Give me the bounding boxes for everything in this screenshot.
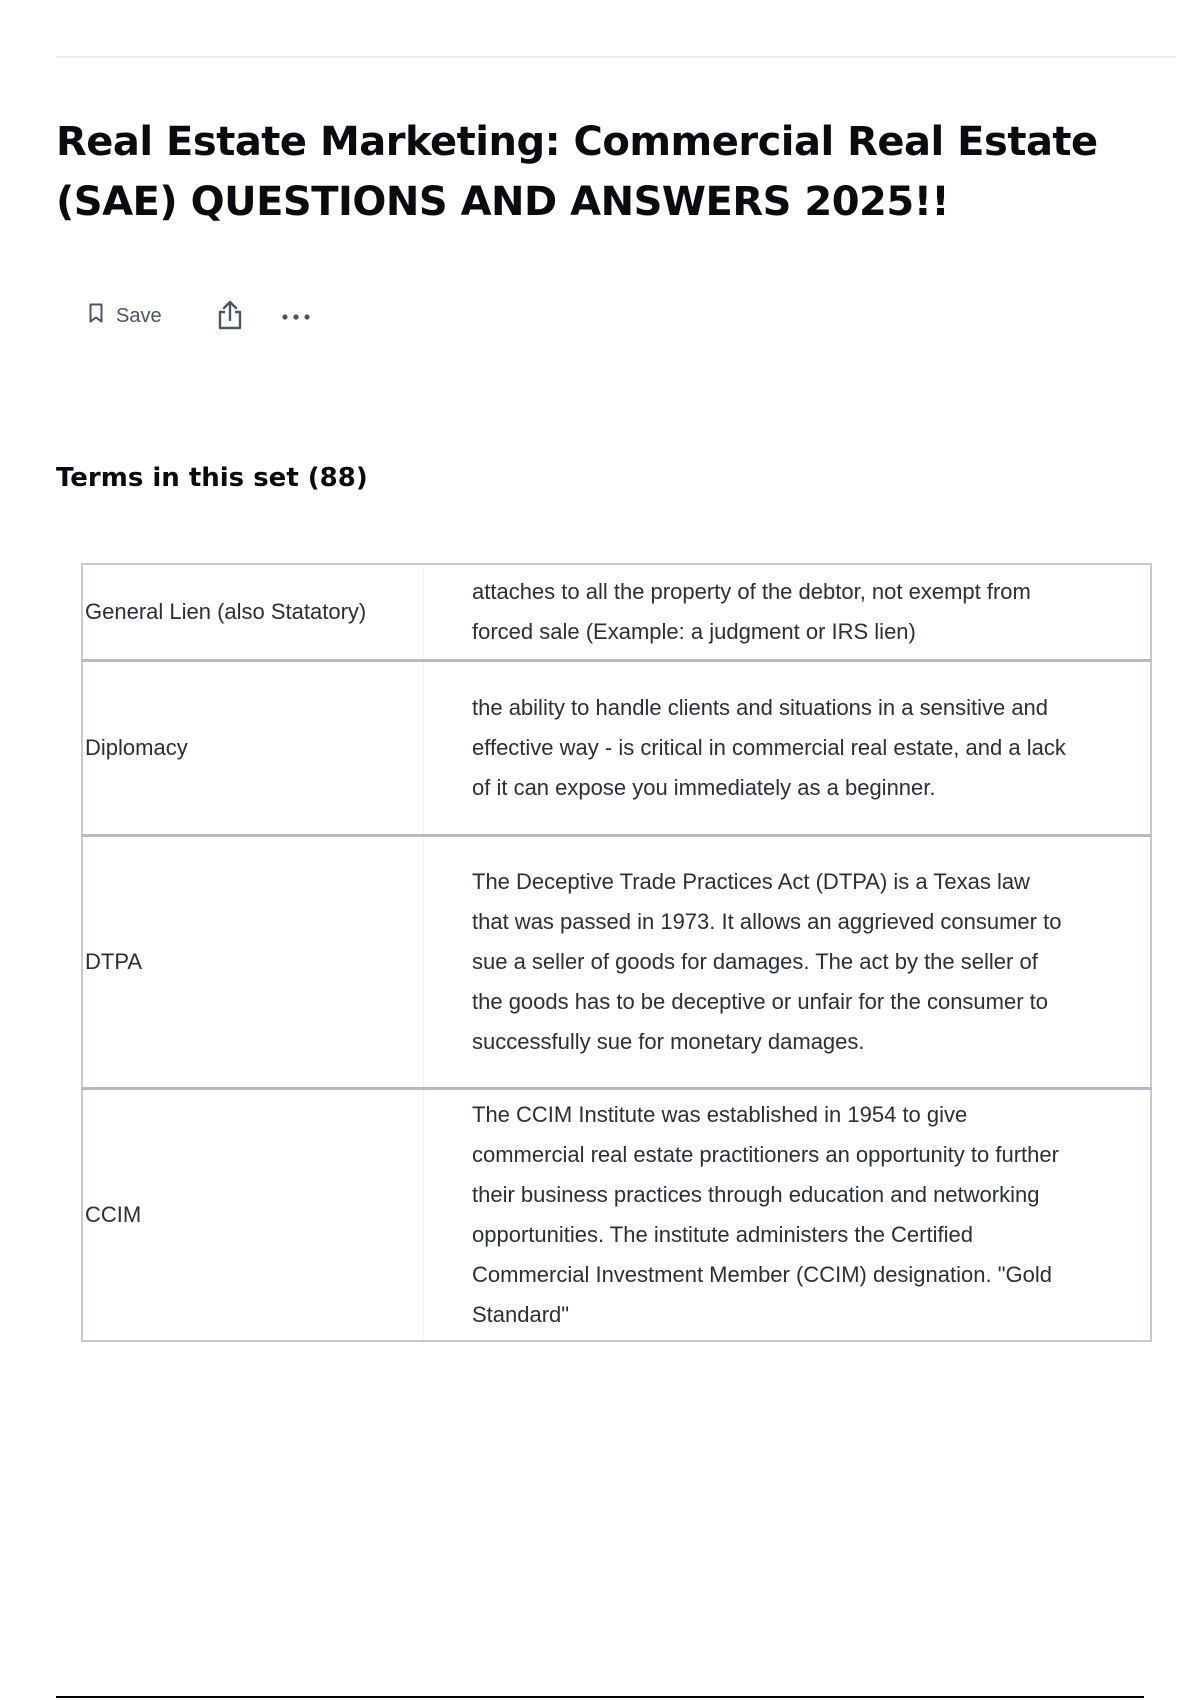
save-button[interactable] — [80, 296, 170, 336]
save-label: Save — [116, 304, 162, 327]
definition-cell: The CCIM Institute was established in 1954 to give commercial real estate practitioners an opportunity to further their business practices through education and networking opportunities. The institute administers the Certified Commercial Investment Member (CCIM) designation. "Gold Standard" — [424, 1089, 1152, 1342]
term-row — [82, 564, 1151, 661]
terms-table — [81, 563, 1152, 1342]
term-row — [82, 1089, 1151, 1342]
action-toolbar — [80, 296, 316, 336]
more-dots-icon — [281, 309, 311, 324]
definition-cell: attaches to all the property of the debtor, not exempt from forced sale (Example: a judgment or IRS lien) — [424, 564, 1152, 661]
term-row — [82, 836, 1151, 1089]
bookmark-icon — [88, 303, 104, 329]
term-cell: CCIM — [82, 1089, 424, 1342]
definition-cell: The Deceptive Trade Practices Act (DTPA) is a Texas law that was passed in 1973. It allows an aggrieved consumer to sue a seller of goods for damages. The act by the seller of the goods has to be deceptive or unfair for the consumer to successfully sue for monetary damages. — [424, 836, 1152, 1089]
term-row — [82, 661, 1151, 836]
top-divider — [56, 56, 1176, 58]
term-cell: Diplomacy — [82, 661, 424, 836]
term-cell: General Lien (also Statatory) — [85, 599, 367, 624]
share-icon — [216, 299, 244, 334]
page-title: Real Estate Marketing: Commercial Real Estate (SAE) QUESTIONS AND ANSWERS 2025!! — [56, 119, 1098, 225]
terms-heading: Terms in this set (88) — [56, 463, 368, 493]
share-button[interactable] — [210, 296, 250, 336]
bottom-divider — [56, 1696, 1144, 1698]
more-options-button[interactable] — [276, 296, 316, 336]
definition-cell: the ability to handle clients and situations in a sensitive and effective way - is critical in commercial real estate, and a lack of it can expose you immediately as a beginner. — [424, 661, 1152, 836]
term-cell: DTPA — [82, 836, 424, 1089]
